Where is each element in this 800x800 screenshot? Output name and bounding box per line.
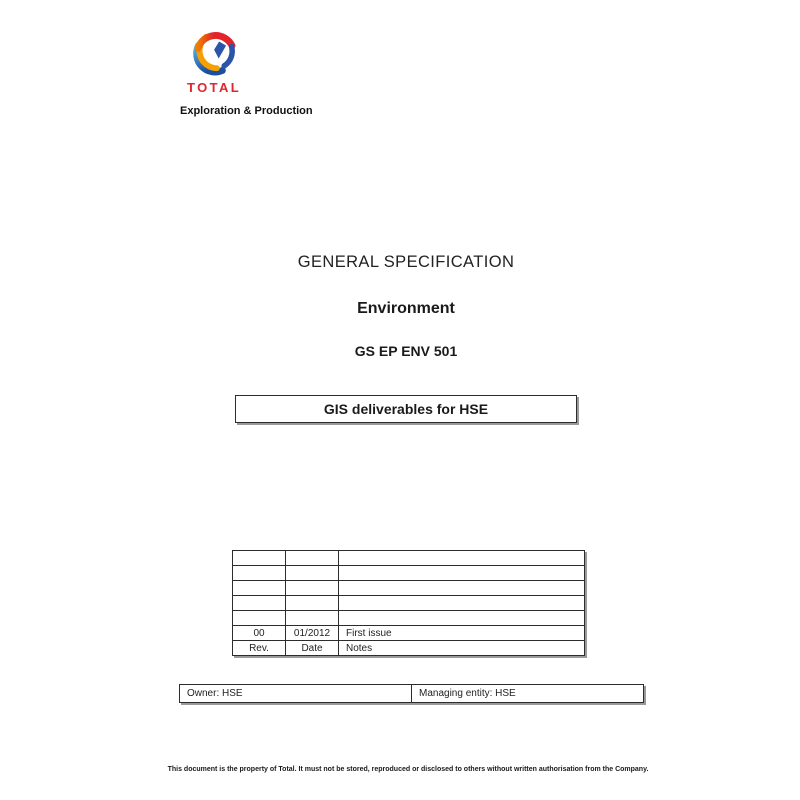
total-globe-icon bbox=[192, 28, 238, 78]
revision-row bbox=[233, 581, 585, 596]
revision-row-current bbox=[233, 626, 585, 641]
rev-cell bbox=[233, 596, 286, 611]
notes-cell: First issue bbox=[339, 626, 585, 641]
revision-row bbox=[233, 611, 585, 626]
rev-cell bbox=[233, 611, 286, 626]
date-cell bbox=[286, 611, 339, 626]
doc-code: GS EP ENV 501 bbox=[354, 343, 458, 359]
date-cell bbox=[286, 551, 339, 566]
date-cell bbox=[286, 596, 339, 611]
revision-row bbox=[233, 596, 585, 611]
doc-type-title: GENERAL SPECIFICATION bbox=[297, 253, 515, 271]
notes-header-cell: Notes bbox=[339, 641, 585, 656]
date-cell bbox=[286, 581, 339, 596]
division-label: Exploration & Production bbox=[180, 105, 313, 117]
discipline-title: Environment bbox=[357, 300, 455, 317]
rev-cell bbox=[233, 581, 286, 596]
rev-cell bbox=[233, 551, 286, 566]
revision-header-row bbox=[233, 641, 585, 656]
footer-notice: This document is the property of Total. It must not be stored, reproduced or disclosed to others without written authorisation from the Company. bbox=[167, 766, 649, 773]
notes-cell bbox=[339, 566, 585, 581]
managing-entity-cell: Managing entity: HSE bbox=[412, 685, 644, 703]
notes-cell bbox=[339, 581, 585, 596]
notes-cell bbox=[339, 611, 585, 626]
rev-cell bbox=[233, 566, 286, 581]
date-header-cell: Date bbox=[286, 641, 339, 656]
ownership-row bbox=[180, 685, 644, 703]
date-cell bbox=[286, 566, 339, 581]
subject-title: GIS deliverables for HSE bbox=[323, 401, 489, 417]
revision-row bbox=[233, 566, 585, 581]
ownership-table bbox=[179, 684, 644, 703]
total-logo bbox=[180, 28, 310, 95]
owner-cell: Owner: HSE bbox=[180, 685, 412, 703]
rev-header-cell: Rev. bbox=[233, 641, 286, 656]
date-cell: 01/2012 bbox=[286, 626, 339, 641]
total-wordmark: TOTAL bbox=[187, 80, 242, 95]
rev-cell: 00 bbox=[233, 626, 286, 641]
revision-row bbox=[233, 551, 585, 566]
notes-cell bbox=[339, 551, 585, 566]
notes-cell bbox=[339, 596, 585, 611]
revision-table bbox=[232, 550, 585, 656]
subject-box bbox=[235, 395, 577, 423]
